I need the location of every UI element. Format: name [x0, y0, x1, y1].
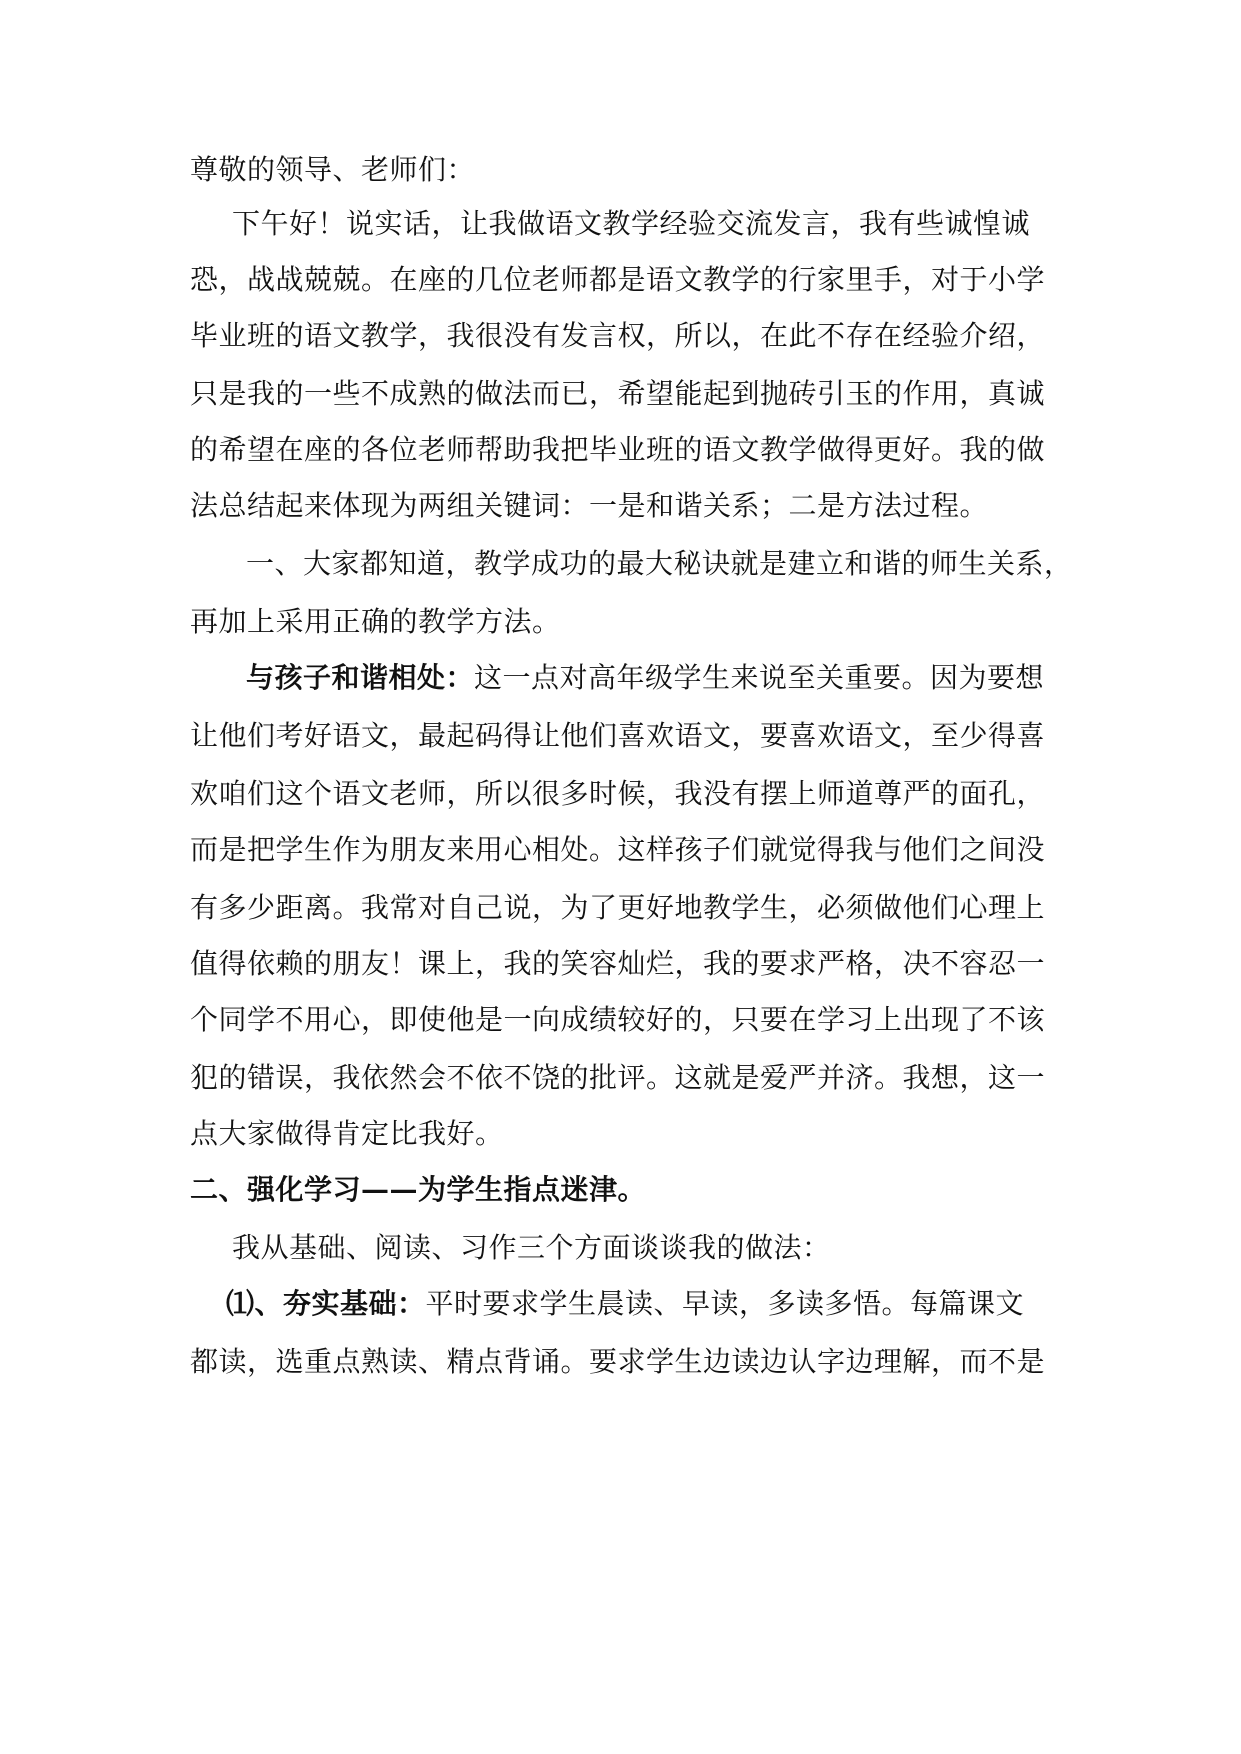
harmony-text: 这一点对高年级学生来说至关重要。因为要想: [474, 661, 1045, 694]
salutation: 尊敬的领导、老师们：: [190, 153, 476, 186]
foundation-lead: ⑴、夯实基础：: [226, 1287, 426, 1320]
paragraph-line: 我从基础、阅读、习作三个方面谈谈我的做法：: [232, 1231, 831, 1264]
section-one-line: 一、大家都知道，教学成功的最大秘诀就是建立和谐的师生关系，: [246, 547, 1073, 580]
paragraph-line: 再加上采用正确的教学方法。: [190, 605, 561, 638]
harmony-lead: 与孩子和谐相处：: [246, 661, 475, 694]
paragraph-line: 犯的错误，我依然会不依不饶的批评。这就是爱严并济。我想，这一: [190, 1061, 1046, 1094]
paragraph-line: 下午好！说实话，让我做语文教学经验交流发言，我有些诚惶诚: [232, 207, 1031, 240]
paragraph-line: 的希望在座的各位老师帮助我把毕业班的语文教学做得更好。我的做: [190, 433, 1046, 466]
foundation-text: 平时要求学生晨读、早读，多读多悟。每篇课文: [425, 1287, 1025, 1320]
paragraph-line: 而是把学生作为朋友来用心相处。这样孩子们就觉得我与他们之间没: [190, 833, 1046, 866]
foundation-paragraph-first-line: [226, 1286, 1024, 1322]
paragraph-line: 毕业班的语文教学，我很没有发言权，所以，在此不存在经验介绍，: [190, 319, 1046, 352]
paragraph-line: 让他们考好语文，最起码得让他们喜欢语文，要喜欢语文，至少得喜: [190, 719, 1046, 752]
paragraph-line: 都读，选重点熟读、精点背诵。要求学生边读边认字边理解，而不是: [190, 1345, 1046, 1378]
paragraph-line: 恐，战战兢兢。在座的几位老师都是语文教学的行家里手，对于小学: [190, 263, 1046, 296]
paragraph-line: 只是我的一些不成熟的做法而已，希望能起到抛砖引玉的作用，真诚: [190, 377, 1046, 410]
harmony-paragraph-first-line: [246, 660, 1044, 696]
section-two-heading: 二、强化学习——为学生指点迷津。: [190, 1173, 647, 1206]
paragraph-line: 法总结起来体现为两组关键词：一是和谐关系；二是方法过程。: [190, 489, 989, 522]
paragraph-line: 点大家做得肯定比我好。: [190, 1117, 504, 1150]
paragraph-line: 个同学不用心，即使他是一向成绩较好的，只要在学习上出现了不该: [190, 1003, 1046, 1036]
paragraph-line: 值得依赖的朋友！课上，我的笑容灿烂，我的要求严格，决不容忍一: [190, 947, 1046, 980]
paragraph-line: 有多少距离。我常对自己说，为了更好地教学生，必须做他们心理上: [190, 891, 1046, 924]
paragraph-line: 欢咱们这个语文老师，所以很多时候，我没有摆上师道尊严的面孔，: [190, 777, 1046, 810]
